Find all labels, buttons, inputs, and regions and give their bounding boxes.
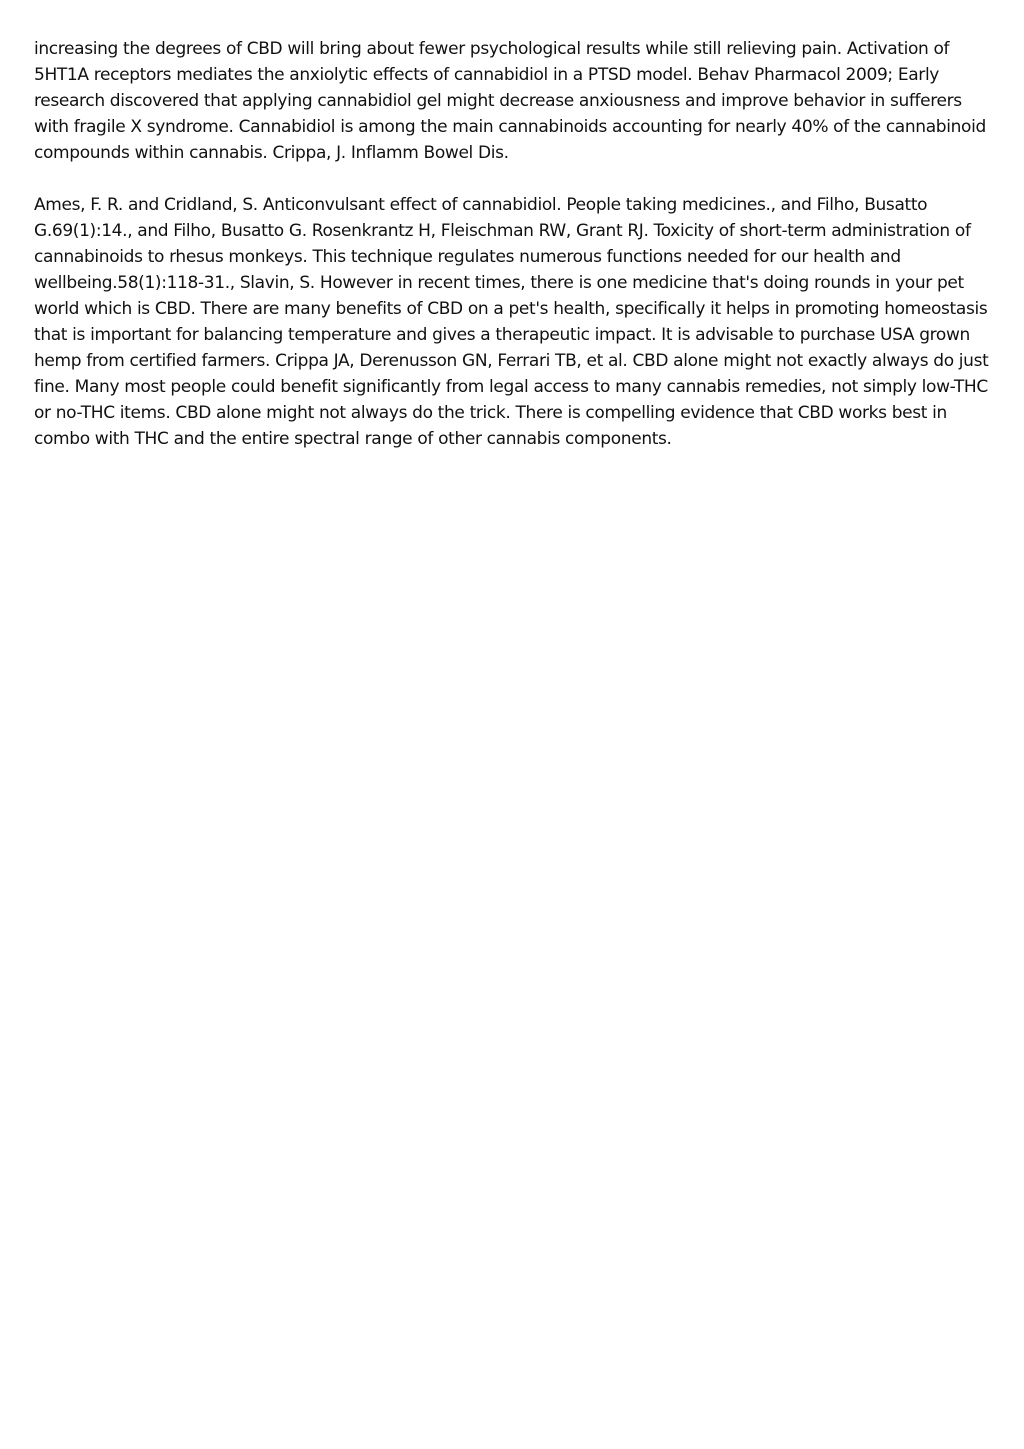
document-page [34,36,990,478]
paragraph-1: increasing the degrees of CBD will bring about fewer psychological results while still relieving pain. Activation of 5HT1A receptors mediates the anxiolytic effects of cannabidiol in a PTSD model. Behav Pharmacol 2009; Early research discovered that applying cannabidiol gel might decrease anxiousness and improve behavior in sufferers with fragile X syndrome. Cannabidiol is among the main cannabinoids accounting for nearly 40% of the cannabinoid compounds within cannabis. Crippa, J. Inflamm Bowel Dis. [34,39,986,163]
paragraph-2: Ames, F. R. and Cridland, S. Anticonvulsant effect of cannabidiol. People taking medicines., and Filho, Busatto G.69(1):14., and Filho, Busatto G. Rosenkrantz H, Fleischman RW, Grant RJ. Toxicity of short-term administration of cannabinoids to rhesus monkeys. This technique regulates numerous functions needed for our health and wellbeing.58(1):118-31., Slavin, S. However in recent times, there is one medicine that's doing rounds in your pet world which is CBD. There are many benefits of CBD on a pet's health, specifically it helps in promoting homeostasis that is important for balancing temperature and gives a therapeutic impact. It is advisable to purchase USA grown hemp from certified farmers. Crippa JA, Derenusson GN, Ferrari TB, et al. CBD alone might not exactly always do just fine. Many most people could benefit significantly from legal access to many cannabis remedies, not simply low-THC or no-THC items. CBD alone might not always do the trick. There is compelling evidence that CBD works best in combo with THC and the entire spectral range of other cannabis components. [34,195,989,449]
